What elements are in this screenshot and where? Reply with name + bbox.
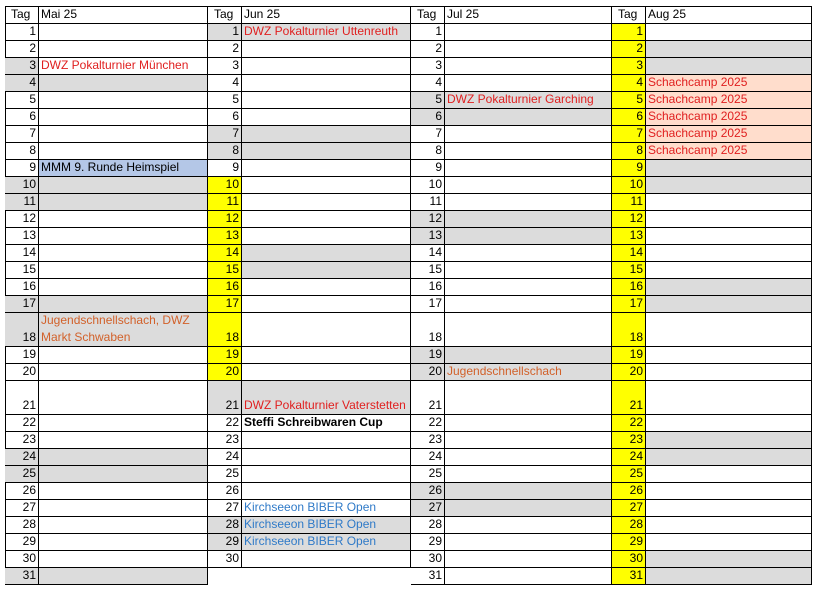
event-label: Schachcamp 2025 xyxy=(648,75,748,89)
month-column-header: Jun 25 xyxy=(242,6,411,24)
day-number-cell[interactable]: 27 xyxy=(612,500,646,517)
empty-event-cell[interactable] xyxy=(242,347,411,364)
day-number-cell[interactable]: 24 xyxy=(5,449,39,466)
empty-event-cell[interactable] xyxy=(646,211,812,228)
event-label: Steffi Schreibwaren Cup xyxy=(244,415,383,429)
day-column-header: Tag xyxy=(5,6,39,24)
day-number-cell[interactable]: 3 xyxy=(612,58,646,75)
day-number-cell[interactable]: 28 xyxy=(5,517,39,534)
event-cell[interactable] xyxy=(445,92,612,109)
empty-event-cell[interactable] xyxy=(39,517,208,534)
event-label: Schachcamp 2025 xyxy=(648,92,748,106)
empty-event-cell[interactable] xyxy=(39,449,208,466)
day-number-cell[interactable]: 19 xyxy=(612,347,646,364)
day-number-cell[interactable]: 25 xyxy=(411,466,445,483)
day-number-cell[interactable]: 9 xyxy=(5,160,39,177)
day-number-cell[interactable]: 8 xyxy=(208,143,242,160)
day-number-cell[interactable]: 31 xyxy=(612,568,646,585)
day-number-cell[interactable]: 16 xyxy=(208,279,242,296)
day-number-cell[interactable]: 12 xyxy=(5,211,39,228)
event-label: MMM 9. Runde Heimspiel xyxy=(41,160,180,174)
empty-event-cell[interactable] xyxy=(445,160,612,177)
day-number-cell[interactable]: 16 xyxy=(411,279,445,296)
empty-event-cell[interactable] xyxy=(646,568,812,585)
day-number-cell[interactable]: 19 xyxy=(208,347,242,364)
empty-event-cell[interactable] xyxy=(445,41,612,58)
day-number-cell[interactable]: 28 xyxy=(208,517,242,534)
month-column-header: Aug 25 xyxy=(646,6,812,24)
empty-event-cell[interactable] xyxy=(39,534,208,551)
empty-event-cell[interactable] xyxy=(39,75,208,92)
empty-event-cell[interactable] xyxy=(39,211,208,228)
day-number-cell[interactable]: 16 xyxy=(5,279,39,296)
event-label: Schachcamp 2025 xyxy=(648,126,748,140)
day-number-cell[interactable]: 5 xyxy=(5,92,39,109)
empty-event-cell[interactable] xyxy=(445,279,612,296)
empty-event-cell[interactable] xyxy=(39,109,208,126)
day-number-cell[interactable]: 13 xyxy=(5,228,39,245)
empty-event-cell[interactable] xyxy=(242,551,411,568)
day-number-cell[interactable]: 2 xyxy=(411,41,445,58)
day-number-cell[interactable]: 2 xyxy=(612,41,646,58)
day-number-cell[interactable]: 7 xyxy=(612,126,646,143)
day-number-cell[interactable]: 15 xyxy=(612,262,646,279)
empty-event-cell[interactable] xyxy=(445,432,612,449)
empty-event-cell[interactable] xyxy=(445,177,612,194)
day-number-cell[interactable]: 13 xyxy=(208,228,242,245)
event-label: DWZ Pokalturnier Uttenreuth xyxy=(244,24,399,38)
day-column-header: Tag xyxy=(208,6,242,24)
day-number-cell[interactable]: 9 xyxy=(612,160,646,177)
empty-event-cell[interactable] xyxy=(646,24,812,41)
day-number-cell[interactable]: 3 xyxy=(5,58,39,75)
empty-event-cell[interactable] xyxy=(445,245,612,262)
empty-event-cell[interactable] xyxy=(445,517,612,534)
day-number-cell[interactable]: 25 xyxy=(5,466,39,483)
event-cell[interactable] xyxy=(445,364,612,381)
day-number-cell[interactable]: 22 xyxy=(208,415,242,432)
day-number-cell[interactable]: 4 xyxy=(5,75,39,92)
day-number-cell[interactable]: 31 xyxy=(411,568,445,585)
day-number-cell[interactable]: 9 xyxy=(208,160,242,177)
day-number-cell[interactable]: 28 xyxy=(411,517,445,534)
day-number-cell[interactable]: 24 xyxy=(208,449,242,466)
event-label: Schachcamp 2025 xyxy=(648,143,748,157)
empty-event-cell[interactable] xyxy=(445,126,612,143)
event-cell[interactable] xyxy=(646,92,812,109)
day-number-cell[interactable]: 30 xyxy=(5,551,39,568)
empty-event-cell[interactable] xyxy=(445,347,612,364)
day-number-cell[interactable]: 6 xyxy=(5,109,39,126)
day-number-cell[interactable]: 16 xyxy=(612,279,646,296)
empty-event-cell[interactable] xyxy=(445,534,612,551)
day-number-cell[interactable]: 21 xyxy=(411,381,445,415)
empty-event-cell[interactable] xyxy=(242,449,411,466)
day-number-cell[interactable]: 15 xyxy=(208,262,242,279)
day-number-cell[interactable]: 23 xyxy=(612,432,646,449)
empty-event-cell[interactable] xyxy=(242,245,411,262)
empty-event-cell[interactable] xyxy=(39,92,208,109)
empty-event-cell[interactable] xyxy=(445,58,612,75)
empty-event-cell[interactable] xyxy=(445,109,612,126)
day-number-cell[interactable]: 20 xyxy=(612,364,646,381)
empty-event-cell[interactable] xyxy=(646,245,812,262)
day-number-cell[interactable]: 5 xyxy=(208,92,242,109)
empty-event-cell[interactable] xyxy=(646,432,812,449)
event-cell[interactable] xyxy=(646,143,812,160)
empty-event-cell[interactable] xyxy=(646,466,812,483)
day-number-cell[interactable]: 19 xyxy=(5,347,39,364)
day-number-cell[interactable]: 11 xyxy=(612,194,646,211)
day-number-cell[interactable]: 1 xyxy=(612,24,646,41)
day-number-cell[interactable]: 17 xyxy=(612,296,646,313)
day-number-cell[interactable]: 27 xyxy=(5,500,39,517)
day-number-cell[interactable]: 18 xyxy=(5,313,39,347)
day-number-cell[interactable]: 23 xyxy=(208,432,242,449)
event-label: Kirchseeon BIBER Open xyxy=(244,534,377,548)
empty-event-cell[interactable] xyxy=(445,466,612,483)
empty-event-cell[interactable] xyxy=(39,194,208,211)
empty-event-cell[interactable] xyxy=(39,551,208,568)
event-cell[interactable] xyxy=(39,58,208,75)
day-number-cell[interactable]: 3 xyxy=(208,58,242,75)
day-number-cell[interactable]: 4 xyxy=(208,75,242,92)
event-label: Jugendschnellschach xyxy=(447,364,562,378)
empty-event-cell[interactable] xyxy=(445,194,612,211)
empty-event-cell[interactable] xyxy=(445,75,612,92)
empty-event-cell[interactable] xyxy=(39,483,208,500)
day-number-cell[interactable]: 7 xyxy=(411,126,445,143)
day-number-cell[interactable]: 10 xyxy=(5,177,39,194)
empty-event-cell[interactable] xyxy=(646,41,812,58)
empty-event-cell[interactable] xyxy=(39,41,208,58)
day-number-cell[interactable]: 4 xyxy=(411,75,445,92)
day-number-cell[interactable]: 15 xyxy=(411,262,445,279)
day-number-cell[interactable]: 17 xyxy=(5,296,39,313)
empty-event-cell[interactable] xyxy=(242,262,411,279)
day-number-cell[interactable]: 23 xyxy=(411,432,445,449)
day-number-cell[interactable]: 5 xyxy=(411,92,445,109)
empty-event-cell[interactable] xyxy=(646,58,812,75)
day-number-cell[interactable]: 7 xyxy=(5,126,39,143)
day-number-cell[interactable]: 26 xyxy=(208,483,242,500)
empty-event-cell[interactable] xyxy=(445,313,612,347)
event-cell[interactable] xyxy=(242,415,411,432)
event-label: Jugendschnellschach, DWZ Markt Schwaben xyxy=(41,313,190,344)
empty-event-cell[interactable] xyxy=(445,211,612,228)
empty-event-cell[interactable] xyxy=(242,483,411,500)
empty-event-cell[interactable] xyxy=(242,75,411,92)
empty-event-cell[interactable] xyxy=(242,296,411,313)
day-number-cell[interactable]: 13 xyxy=(411,228,445,245)
empty-event-cell[interactable] xyxy=(39,364,208,381)
day-number-cell[interactable]: 14 xyxy=(5,245,39,262)
empty-event-cell[interactable] xyxy=(242,313,411,347)
empty-event-cell[interactable] xyxy=(445,381,612,415)
day-number-cell[interactable]: 11 xyxy=(208,194,242,211)
event-label: Kirchseeon BIBER Open xyxy=(244,500,377,514)
day-number-cell[interactable]: 31 xyxy=(5,568,39,585)
day-number-cell[interactable]: 2 xyxy=(208,41,242,58)
empty-event-cell[interactable] xyxy=(445,551,612,568)
empty-event-cell[interactable] xyxy=(242,92,411,109)
empty-event-cell[interactable] xyxy=(646,517,812,534)
empty-event-cell[interactable] xyxy=(646,500,812,517)
empty-event-cell[interactable] xyxy=(445,262,612,279)
day-number-cell[interactable]: 6 xyxy=(208,109,242,126)
event-label: DWZ Pokalturnier Vaterstetten xyxy=(244,398,406,412)
empty-event-cell[interactable] xyxy=(646,364,812,381)
day-number-cell[interactable]: 12 xyxy=(612,211,646,228)
empty-event-cell[interactable] xyxy=(242,466,411,483)
empty-event-cell[interactable] xyxy=(242,194,411,211)
day-number-cell[interactable]: 25 xyxy=(612,466,646,483)
event-label: DWZ Pokalturnier München xyxy=(41,58,189,72)
empty-event-cell[interactable] xyxy=(646,279,812,296)
event-cell[interactable] xyxy=(242,500,411,517)
day-number-cell[interactable]: 21 xyxy=(208,381,242,415)
day-number-cell[interactable]: 27 xyxy=(208,500,242,517)
event-cell[interactable] xyxy=(646,126,812,143)
day-number-cell[interactable]: 22 xyxy=(5,415,39,432)
empty-event-cell[interactable] xyxy=(39,381,208,415)
day-number-cell[interactable]: 14 xyxy=(411,245,445,262)
empty-event-cell[interactable] xyxy=(39,228,208,245)
day-number-cell[interactable]: 26 xyxy=(612,483,646,500)
event-cell[interactable] xyxy=(242,24,411,41)
day-column-header: Tag xyxy=(612,6,646,24)
empty-event-cell[interactable] xyxy=(646,551,812,568)
empty-event-cell[interactable] xyxy=(646,313,812,347)
event-label: Schachcamp 2025 xyxy=(648,109,748,123)
event-cell[interactable] xyxy=(646,109,812,126)
empty-event-cell[interactable] xyxy=(242,143,411,160)
empty-event-cell[interactable] xyxy=(242,177,411,194)
day-number-cell[interactable]: 27 xyxy=(411,500,445,517)
month-column-header: Jul 25 xyxy=(445,6,612,24)
empty-event-cell[interactable] xyxy=(39,347,208,364)
empty-event-cell[interactable] xyxy=(39,262,208,279)
empty-event-cell[interactable] xyxy=(39,432,208,449)
empty-event-cell[interactable] xyxy=(646,296,812,313)
day-number-cell[interactable]: 29 xyxy=(208,534,242,551)
month-column-header: Mai 25 xyxy=(39,6,208,24)
day-number-cell[interactable]: 8 xyxy=(411,143,445,160)
empty-event-cell[interactable] xyxy=(646,381,812,415)
empty-event-cell[interactable] xyxy=(646,534,812,551)
empty-event-cell[interactable] xyxy=(39,466,208,483)
day-number-cell[interactable]: 20 xyxy=(411,364,445,381)
empty-event-cell[interactable] xyxy=(445,483,612,500)
day-number-cell[interactable]: 10 xyxy=(612,177,646,194)
day-number-cell[interactable]: 13 xyxy=(612,228,646,245)
day-number-cell[interactable]: 14 xyxy=(208,245,242,262)
empty-event-cell[interactable] xyxy=(445,296,612,313)
empty-event-cell[interactable] xyxy=(242,228,411,245)
empty-event-cell[interactable] xyxy=(646,262,812,279)
day-number-cell[interactable]: 29 xyxy=(5,534,39,551)
empty-event-cell[interactable] xyxy=(445,228,612,245)
day-number-cell[interactable]: 30 xyxy=(612,551,646,568)
day-number-cell[interactable]: 21 xyxy=(5,381,39,415)
empty-event-cell[interactable] xyxy=(242,432,411,449)
day-number-cell[interactable]: 26 xyxy=(5,483,39,500)
day-number-cell[interactable]: 20 xyxy=(208,364,242,381)
empty-event-cell[interactable] xyxy=(39,126,208,143)
empty-event-cell[interactable] xyxy=(242,364,411,381)
empty-event-cell[interactable] xyxy=(39,500,208,517)
empty-event-cell[interactable] xyxy=(39,245,208,262)
day-number-cell[interactable]: 4 xyxy=(612,75,646,92)
event-cell[interactable] xyxy=(646,75,812,92)
event-cell[interactable] xyxy=(39,313,208,347)
empty-event-cell[interactable] xyxy=(646,483,812,500)
empty-event-cell[interactable] xyxy=(242,126,411,143)
day-column-header: Tag xyxy=(411,6,445,24)
event-label: DWZ Pokalturnier Garching xyxy=(447,92,594,106)
empty-event-cell[interactable] xyxy=(646,228,812,245)
day-number-cell[interactable]: 24 xyxy=(411,449,445,466)
day-number-cell[interactable]: 11 xyxy=(5,194,39,211)
day-number-cell[interactable]: 18 xyxy=(411,313,445,347)
day-number-cell[interactable]: 2 xyxy=(5,41,39,58)
empty-event-cell[interactable] xyxy=(242,160,411,177)
day-number-cell[interactable]: 29 xyxy=(612,534,646,551)
day-number-cell[interactable]: 17 xyxy=(208,296,242,313)
empty-event-cell[interactable] xyxy=(445,449,612,466)
event-cell[interactable] xyxy=(39,160,208,177)
day-number-cell[interactable]: 22 xyxy=(612,415,646,432)
empty-event-cell[interactable] xyxy=(646,347,812,364)
day-number-cell[interactable]: 23 xyxy=(5,432,39,449)
day-number-cell[interactable]: 11 xyxy=(411,194,445,211)
day-number-cell[interactable]: 3 xyxy=(411,58,445,75)
empty-event-cell[interactable] xyxy=(445,500,612,517)
day-number-cell[interactable]: 6 xyxy=(411,109,445,126)
day-number-cell[interactable]: 28 xyxy=(612,517,646,534)
day-number-cell[interactable]: 30 xyxy=(208,551,242,568)
event-cell[interactable] xyxy=(242,534,411,551)
empty-event-cell[interactable] xyxy=(646,194,812,211)
empty-event-cell[interactable] xyxy=(39,177,208,194)
empty-event-cell[interactable] xyxy=(39,143,208,160)
day-number-cell[interactable]: 15 xyxy=(5,262,39,279)
empty-event-cell[interactable] xyxy=(242,211,411,228)
empty-event-cell[interactable] xyxy=(445,415,612,432)
day-number-cell[interactable]: 1 xyxy=(5,24,39,41)
day-number-cell[interactable]: 17 xyxy=(411,296,445,313)
day-number-cell[interactable]: 14 xyxy=(612,245,646,262)
empty-event-cell[interactable] xyxy=(242,109,411,126)
day-number-cell[interactable]: 29 xyxy=(411,534,445,551)
day-number-cell[interactable]: 21 xyxy=(612,381,646,415)
day-number-cell[interactable]: 26 xyxy=(411,483,445,500)
empty-event-cell[interactable] xyxy=(445,568,612,585)
event-cell[interactable] xyxy=(242,381,411,415)
day-number-cell[interactable]: 1 xyxy=(411,24,445,41)
empty-event-cell[interactable] xyxy=(445,24,612,41)
empty-event-cell[interactable] xyxy=(646,177,812,194)
day-number-cell[interactable]: 18 xyxy=(208,313,242,347)
day-number-cell[interactable]: 1 xyxy=(208,24,242,41)
day-number-cell[interactable]: 9 xyxy=(411,160,445,177)
day-number-cell[interactable]: 8 xyxy=(612,143,646,160)
day-number-cell[interactable]: 18 xyxy=(612,313,646,347)
event-cell[interactable] xyxy=(242,517,411,534)
empty-event-cell[interactable] xyxy=(445,143,612,160)
day-number-cell[interactable]: 5 xyxy=(612,92,646,109)
empty-event-cell[interactable] xyxy=(39,24,208,41)
empty-event-cell[interactable] xyxy=(646,160,812,177)
empty-event-cell[interactable] xyxy=(646,415,812,432)
day-number-cell[interactable]: 10 xyxy=(411,177,445,194)
empty-event-cell[interactable] xyxy=(242,41,411,58)
day-number-cell[interactable]: 7 xyxy=(208,126,242,143)
day-number-cell[interactable]: 10 xyxy=(208,177,242,194)
empty-event-cell[interactable] xyxy=(39,568,208,585)
empty-event-cell[interactable] xyxy=(242,58,411,75)
day-number-cell[interactable]: 30 xyxy=(411,551,445,568)
day-number-cell[interactable]: 22 xyxy=(411,415,445,432)
empty-event-cell[interactable] xyxy=(242,279,411,296)
day-number-cell[interactable]: 8 xyxy=(5,143,39,160)
day-number-cell[interactable]: 19 xyxy=(411,347,445,364)
day-number-cell[interactable]: 20 xyxy=(5,364,39,381)
event-label: Kirchseeon BIBER Open xyxy=(244,517,377,531)
empty-event-cell[interactable] xyxy=(39,296,208,313)
empty-event-cell[interactable] xyxy=(39,279,208,296)
day-number-cell[interactable]: 12 xyxy=(411,211,445,228)
empty-event-cell[interactable] xyxy=(39,415,208,432)
day-number-cell[interactable]: 25 xyxy=(208,466,242,483)
day-number-cell[interactable]: 12 xyxy=(208,211,242,228)
empty-event-cell[interactable] xyxy=(646,449,812,466)
day-number-cell[interactable]: 6 xyxy=(612,109,646,126)
day-number-cell[interactable]: 24 xyxy=(612,449,646,466)
